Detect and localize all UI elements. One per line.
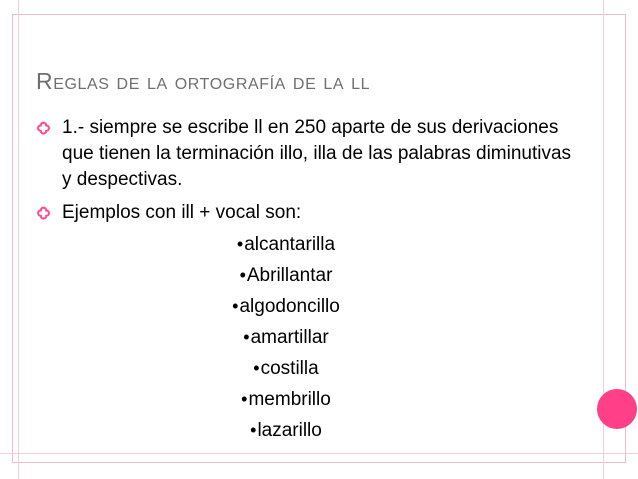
example-word: • costilla — [206, 353, 366, 384]
quatrefoil-bullet-icon — [36, 121, 51, 136]
examples-heading-text: Ejemplos con ill + vocal son: — [62, 202, 302, 223]
quatrefoil-bullet-icon — [36, 206, 51, 221]
examples-bullet — [36, 200, 576, 228]
example-word: • algodoncillo — [206, 291, 366, 322]
rule-bullet — [36, 115, 576, 197]
example-word-list — [206, 229, 366, 449]
left-frame-line — [18, 0, 19, 479]
example-word: • alcantarilla — [206, 229, 366, 260]
slide-title: Reglas de la ortografía de la ll — [36, 68, 371, 94]
example-word: • Abrillantar — [206, 260, 366, 291]
example-word: • membrillo — [206, 384, 366, 415]
bottom-frame-line — [0, 453, 638, 454]
pink-circle-icon — [597, 389, 637, 429]
example-word: • amartillar — [206, 322, 366, 353]
example-word: • lazarillo — [206, 415, 366, 446]
rule-text: 1.- siempre se escribe ll en 250 aparte de sus derivaciones que tienen la terminación illo, illa de las palabras diminutivas y despectivas. — [62, 117, 572, 190]
